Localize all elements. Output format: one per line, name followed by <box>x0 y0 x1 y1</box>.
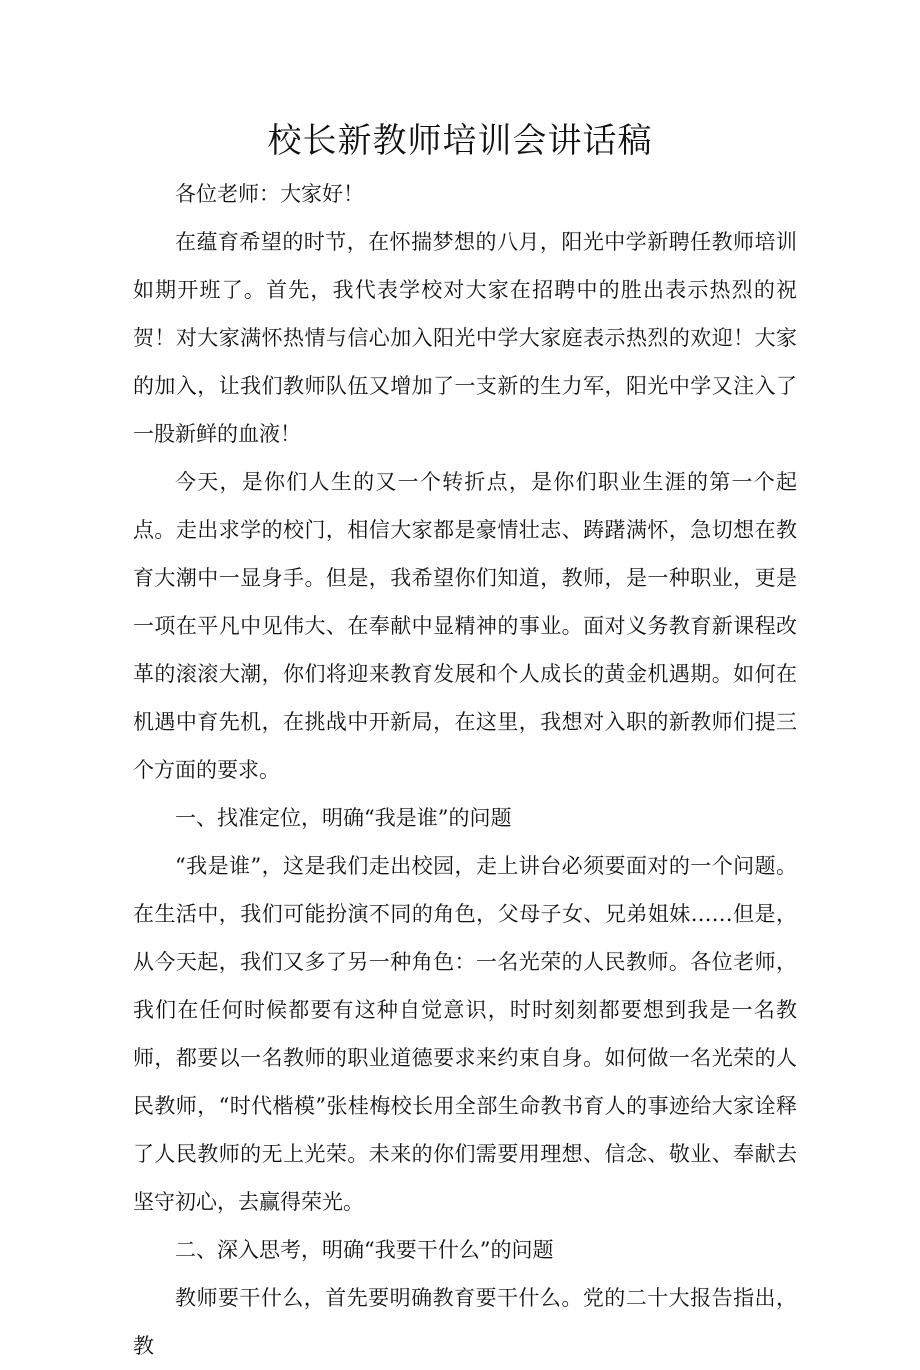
section-heading-1: 一、找准定位，明确“我是谁”的问题 <box>175 806 512 830</box>
paragraph-who-am-i: “我是谁”，这是我们走出校园，走上讲台必须要面对的一个问题。在生活中，我们可能扮演不同的角色，父母子女、兄弟姐妹……但是，从今天起，我们又多了另一种角色：一名光荣的人民教师。各位老师，我们在任何时候都要有这种自觉意识，时时刻刻都要想到我是一名教师，都要以一名教师的职业道德要求来约束自身。如何做一名光荣的人民教师，“时代楷模”张桂梅校长用全部生命教书育人的事迹给大家诠释了人民教师的无上光荣。未来的你们需要用理想、信念、敬业、奉献去坚守初心，去赢得荣光。 <box>133 854 797 1214</box>
paragraph-what-to-do: 教师要干什么，首先要明确教育要干什么。党的二十大报告指出，教 <box>133 1286 797 1358</box>
paragraph-welcome: 在蕴育希望的时节，在怀揣梦想的八月，阳光中学新聘任教师培训如期开班了。首先，我代表学校对大家在招聘中的胜出表示热烈的祝贺！对大家满怀热情与信心加入阳光中学大家庭表示热烈的欢迎！大家的加入，让我们教师队伍又增加了一支新的生力军，阳光中学又注入了一股新鲜的血液！ <box>133 230 797 446</box>
paragraph-turning-point: 今天，是你们人生的又一个转折点，是你们职业生涯的第一个起点。走出求学的校门，相信大家都是豪情壮志、踌躇满怀，急切想在教育大潮中一显身手。但是，我希望你们知道，教师，是一种职业，更是一项在平凡中见伟大、在奉献中显精神的事业。面对义务教育新课程改革的滚滚大潮，你们将迎来教育发展和个人成长的黄金机遇期。如何在机遇中育先机，在挑战中开新局，在这里，我想对入职的新教师们提三个方面的要求。 <box>133 470 797 782</box>
document-title: 校长新教师培训会讲话稿 <box>267 121 653 161</box>
document-body <box>133 170 797 1370</box>
section-heading-2: 二、深入思考，明确“我要干什么”的问题 <box>175 1238 554 1262</box>
greeting: 各位老师：大家好！ <box>175 182 364 206</box>
